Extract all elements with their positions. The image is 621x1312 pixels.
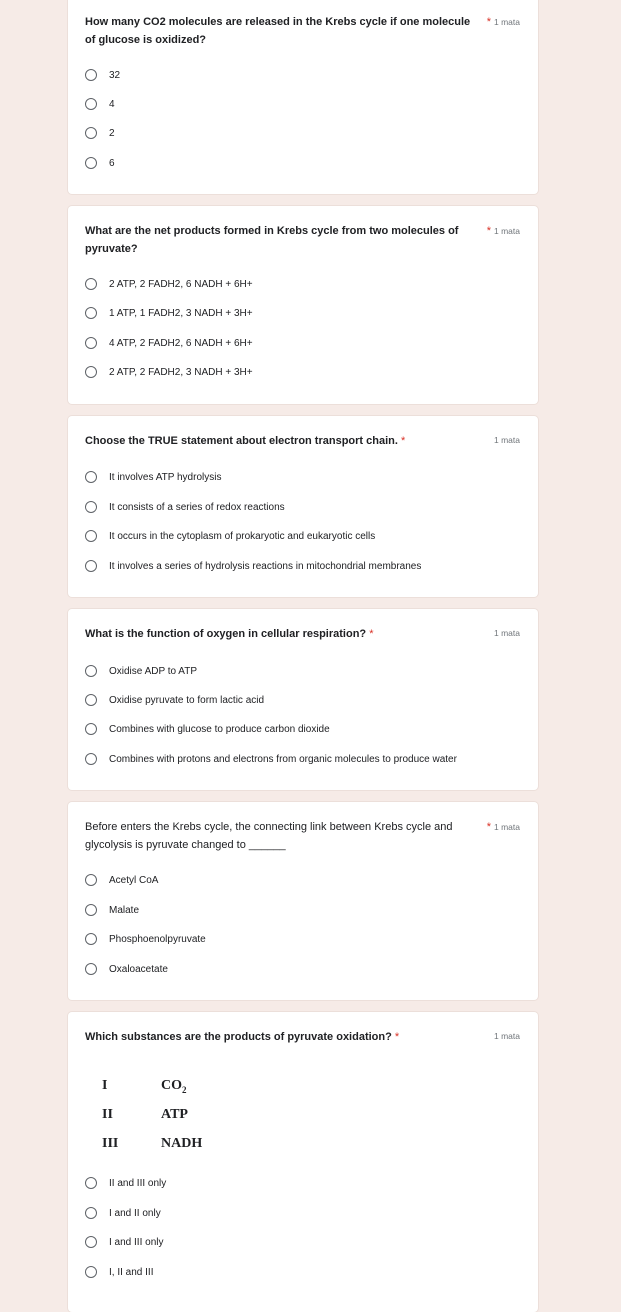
radio-icon[interactable]: [85, 874, 97, 886]
option-4[interactable]: 2 ATP, 2 FADH2, 3 NADH + 3H+: [85, 364, 253, 380]
option-3[interactable]: 4 ATP, 2 FADH2, 6 NADH + 6H+: [85, 335, 253, 351]
option-4[interactable]: Oxaloacetate: [85, 961, 168, 977]
required-asterisk: *: [394, 1031, 400, 1043]
option-3[interactable]: Combines with glucose to produce carbon dioxide: [85, 721, 330, 737]
required-asterisk: *: [486, 225, 491, 237]
question-title: [85, 625, 477, 643]
option-4[interactable]: I, II and III: [85, 1264, 153, 1280]
radio-icon[interactable]: [85, 69, 97, 81]
question-title: [85, 13, 477, 49]
points-label: 1 mata: [494, 1031, 520, 1041]
question-text: Which substances are the products of pyruvate oxidation?: [85, 1031, 392, 1043]
question-text: Before enters the Krebs cycle, the connecting link between Krebs cycle and glycolysis is pyruvate changed to ______: [85, 821, 453, 851]
substance-name: ATP: [161, 1107, 188, 1122]
radio-icon[interactable]: [85, 963, 97, 975]
substance-name: NADH: [161, 1136, 203, 1151]
radio-icon[interactable]: [85, 471, 97, 483]
points-badge: [487, 16, 520, 28]
points-label: 1 mata: [494, 435, 520, 445]
option-2[interactable]: 4: [85, 96, 115, 112]
radio-icon[interactable]: [85, 1177, 97, 1189]
points-badge: [487, 821, 520, 833]
option-2[interactable]: It consists of a series of redox reactions: [85, 499, 285, 515]
question-text: What is the function of oxygen in cellular respiration?: [85, 628, 367, 640]
question-title: [85, 1028, 477, 1046]
points-badge: [494, 628, 520, 638]
roman-numeral: III: [102, 1136, 119, 1151]
points-label: 1 mata: [494, 17, 520, 27]
roman-numeral: II: [102, 1107, 113, 1122]
radio-icon[interactable]: [85, 694, 97, 706]
radio-icon[interactable]: [85, 560, 97, 572]
radio-icon[interactable]: [85, 278, 97, 290]
option-4[interactable]: 6: [85, 155, 115, 171]
question-title: [85, 432, 477, 450]
radio-icon[interactable]: [85, 1207, 97, 1219]
question-card-1: [68, 0, 538, 194]
option-3[interactable]: It occurs in the cytoplasm of prokaryotic and eukaryotic cells: [85, 528, 375, 544]
points-badge: [494, 435, 520, 445]
points-badge: [487, 225, 520, 237]
radio-icon[interactable]: [85, 366, 97, 378]
option-2[interactable]: 1 ATP, 1 FADH2, 3 NADH + 3H+: [85, 305, 253, 321]
points-badge: [494, 1031, 520, 1041]
radio-icon[interactable]: [85, 904, 97, 916]
option-1[interactable]: 2 ATP, 2 FADH2, 6 NADH + 6H+: [85, 276, 253, 292]
required-asterisk: *: [486, 16, 491, 28]
required-asterisk: *: [369, 628, 374, 640]
option-1[interactable]: It involves ATP hydrolysis: [85, 469, 221, 485]
radio-icon[interactable]: [85, 530, 97, 542]
option-2[interactable]: Oxidise pyruvate to form lactic acid: [85, 692, 264, 708]
radio-icon[interactable]: [85, 307, 97, 319]
option-1[interactable]: 32: [85, 67, 120, 83]
roman-numeral: I: [102, 1078, 108, 1093]
option-3[interactable]: Phosphoenolpyruvate: [85, 931, 206, 947]
radio-icon[interactable]: [85, 127, 97, 139]
radio-icon[interactable]: [85, 157, 97, 169]
points-label: 1 mata: [494, 628, 520, 638]
option-3[interactable]: 2: [85, 125, 115, 141]
option-2[interactable]: Malate: [85, 902, 139, 918]
radio-icon[interactable]: [85, 1236, 97, 1248]
radio-icon[interactable]: [85, 933, 97, 945]
option-4[interactable]: Combines with protons and electrons from organic molecules to produce water: [85, 751, 457, 767]
radio-icon[interactable]: [85, 753, 97, 765]
required-asterisk: *: [401, 435, 406, 447]
substance-name: $CO_2$: [161, 1078, 187, 1095]
option-1[interactable]: Oxidise ADP to ATP: [85, 663, 197, 679]
points-label: 1 mata: [494, 822, 520, 832]
question-text: What are the net products formed in Krebs cycle from two molecules of pyruvate?: [85, 225, 459, 255]
question-text: How many CO2 molecules are released in the Krebs cycle if one molecule of glucose is oxidized?: [85, 16, 471, 46]
radio-icon[interactable]: [85, 665, 97, 677]
question-card-5: [68, 802, 538, 1000]
radio-icon[interactable]: [85, 723, 97, 735]
option-1[interactable]: Acetyl CoA: [85, 872, 158, 888]
option-3[interactable]: I and III only: [85, 1234, 163, 1250]
question-title: [85, 818, 477, 854]
question-card-2: [68, 206, 538, 404]
question-title: [85, 222, 477, 258]
question-card-3: [68, 416, 538, 597]
question-card-4: [68, 609, 538, 790]
question-text: Choose the TRUE statement about electron transport chain.: [85, 435, 398, 447]
option-2[interactable]: I and II only: [85, 1205, 161, 1221]
points-label: 1 mata: [494, 226, 520, 236]
radio-icon[interactable]: [85, 1266, 97, 1278]
option-1[interactable]: II and III only: [85, 1175, 166, 1191]
radio-icon[interactable]: [85, 337, 97, 349]
option-4[interactable]: It involves a series of hydrolysis reactions in mitochondrial membranes: [85, 558, 421, 574]
question-card-6: [68, 1012, 538, 1312]
radio-icon[interactable]: [85, 98, 97, 110]
required-asterisk: *: [486, 821, 491, 833]
radio-icon[interactable]: [85, 501, 97, 513]
